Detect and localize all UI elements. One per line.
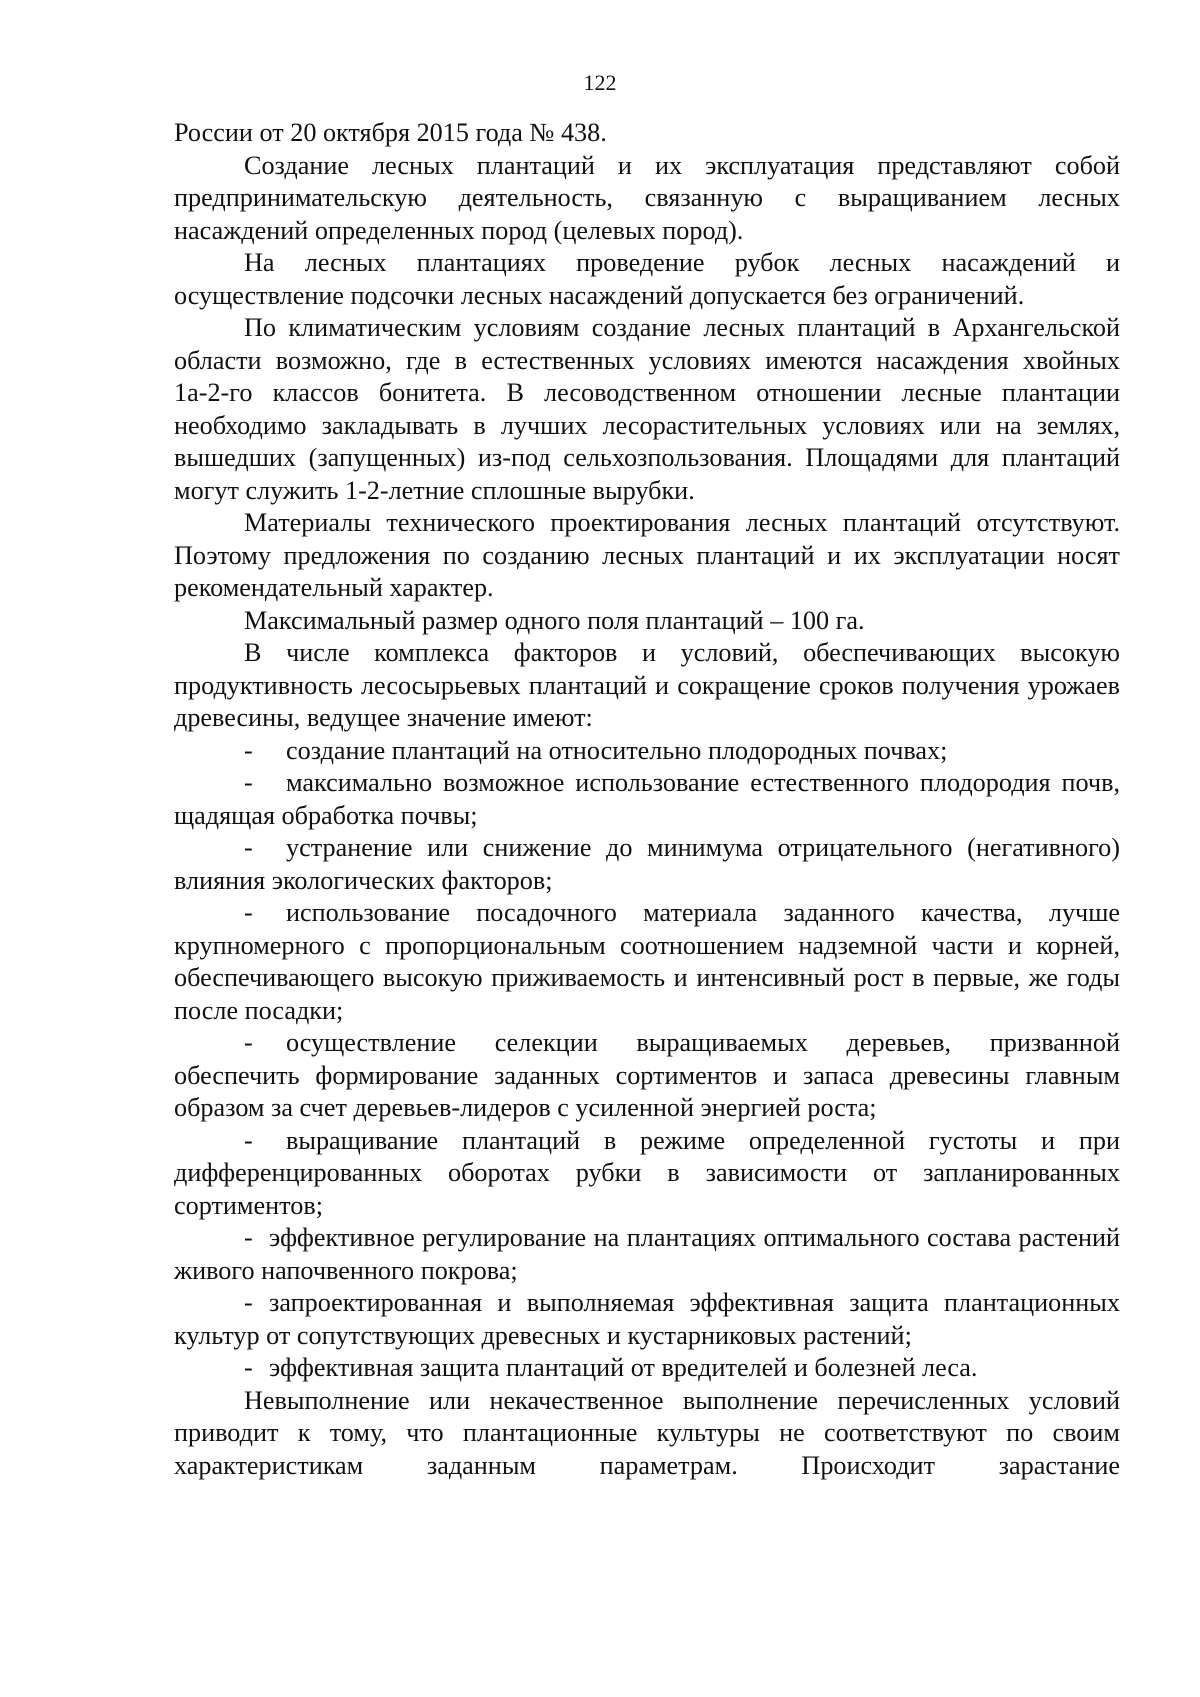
list-dash: - xyxy=(244,768,253,797)
list-item-text: эффективное регулирование на плантациях оптимального состава растений живого напочвенного покрова; xyxy=(174,1223,1120,1285)
list-item-text: устранение или снижение до минимума отрицательного (негативного) влияния экологических факторов; xyxy=(174,833,1120,895)
paragraph: Материалы технического проектирования лесных плантаций отсутствуют. Поэтому предложения по созданию лесных плантаций и их эксплуатации носят рекомендательный характер. xyxy=(174,508,1120,602)
paragraph-intro: России от 20 октября 2015 года № 438. xyxy=(174,118,607,147)
list-dash: - xyxy=(244,735,253,765)
list-item xyxy=(174,1222,1120,1287)
list-dash: - xyxy=(244,1125,253,1155)
paragraph: Создание лесных плантаций и их эксплуатация представляют собой предпринимательскую деятельность, связанную с выращиванием лесных насаждений определенных пород (целевых пород). xyxy=(174,150,1120,245)
list-dash: - xyxy=(244,833,253,862)
list-item-text: эффективная защита плантаций от вредителей и болезней леса. xyxy=(269,1353,978,1382)
list-item xyxy=(174,767,1120,832)
list-item-text: создание плантаций на относительно плодородных почвах; xyxy=(286,735,948,765)
list-item xyxy=(174,1027,1120,1125)
paragraph: В числе комплекса факторов и условий, обеспечивающих высокую продуктивность лесосырьевых плантаций и сокращение сроков получения урожаев древесины, ведущее значение имеют: xyxy=(174,638,1120,732)
document-body xyxy=(174,117,1120,1482)
paragraph: Максимальный размер одного поля плантаций – 100 га. xyxy=(244,605,865,635)
list-item xyxy=(174,1125,1120,1223)
list-dash: - xyxy=(244,1028,253,1057)
paragraph: По климатическим условиям создание лесных плантаций в Архангельской области возможно, где в естественных условиях имеются насаждения хвойных 1а-2-го классов бонитета. В лесоводственном отношении лесные плантации необходимо закладывать в лучших лесорастительных условиях или на землях, вышедших (запущенных) из-под сельхозпользования. Площадями для плантаций могут служить 1-2-летние сплошные вырубки. xyxy=(174,313,1120,505)
paragraph: На лесных плантациях проведение рубок лесных насаждений и осуществление подсочки лесных насаждений допускается без ограничений. xyxy=(174,248,1120,310)
page-number: 122 xyxy=(583,70,617,95)
list-item-text: осуществление селекции выращиваемых деревьев, призванной обеспечить формирование заданных сортиментов и запаса древесины главным образом за счет деревьев-лидеров с усиленной энергией роста; xyxy=(174,1028,1120,1122)
paragraph: Невыполнение или некачественное выполнение перечисленных условий приводит к тому, что плантационные культуры не соответствуют по своим характеристикам заданным параметрам. Происходит зарастание xyxy=(174,1385,1120,1480)
list-item xyxy=(174,1352,1120,1385)
list-item-text: запроектированная и выполняемая эффективная защита плантационных культур от сопутствующих древесных и кустарниковых растений; xyxy=(174,1288,1120,1350)
list-dash: - xyxy=(244,1353,253,1382)
list-dash: - xyxy=(244,1288,253,1317)
list-dash: - xyxy=(244,898,253,927)
list-item-text: выращивание плантаций в режиме определенной густоты и при дифференцированных оборотах рубки в зависимости от запланированных сортиментов; xyxy=(174,1125,1120,1220)
list-dash: - xyxy=(244,1223,253,1252)
list-item xyxy=(174,897,1120,1027)
list-item xyxy=(174,735,1120,768)
list-item xyxy=(174,832,1120,897)
list-item xyxy=(174,1287,1120,1352)
list-item-text: максимально возможное использование естественного плодородия почв, щадящая обработка почвы; xyxy=(174,768,1120,830)
list-item-text: использование посадочного материала заданного качества, лучше крупномерного с пропорциональным соотношением надземной части и корней, обеспечивающего высокую приживаемость и интенсивный рост в первые, же годы после посадки; xyxy=(174,898,1120,1025)
